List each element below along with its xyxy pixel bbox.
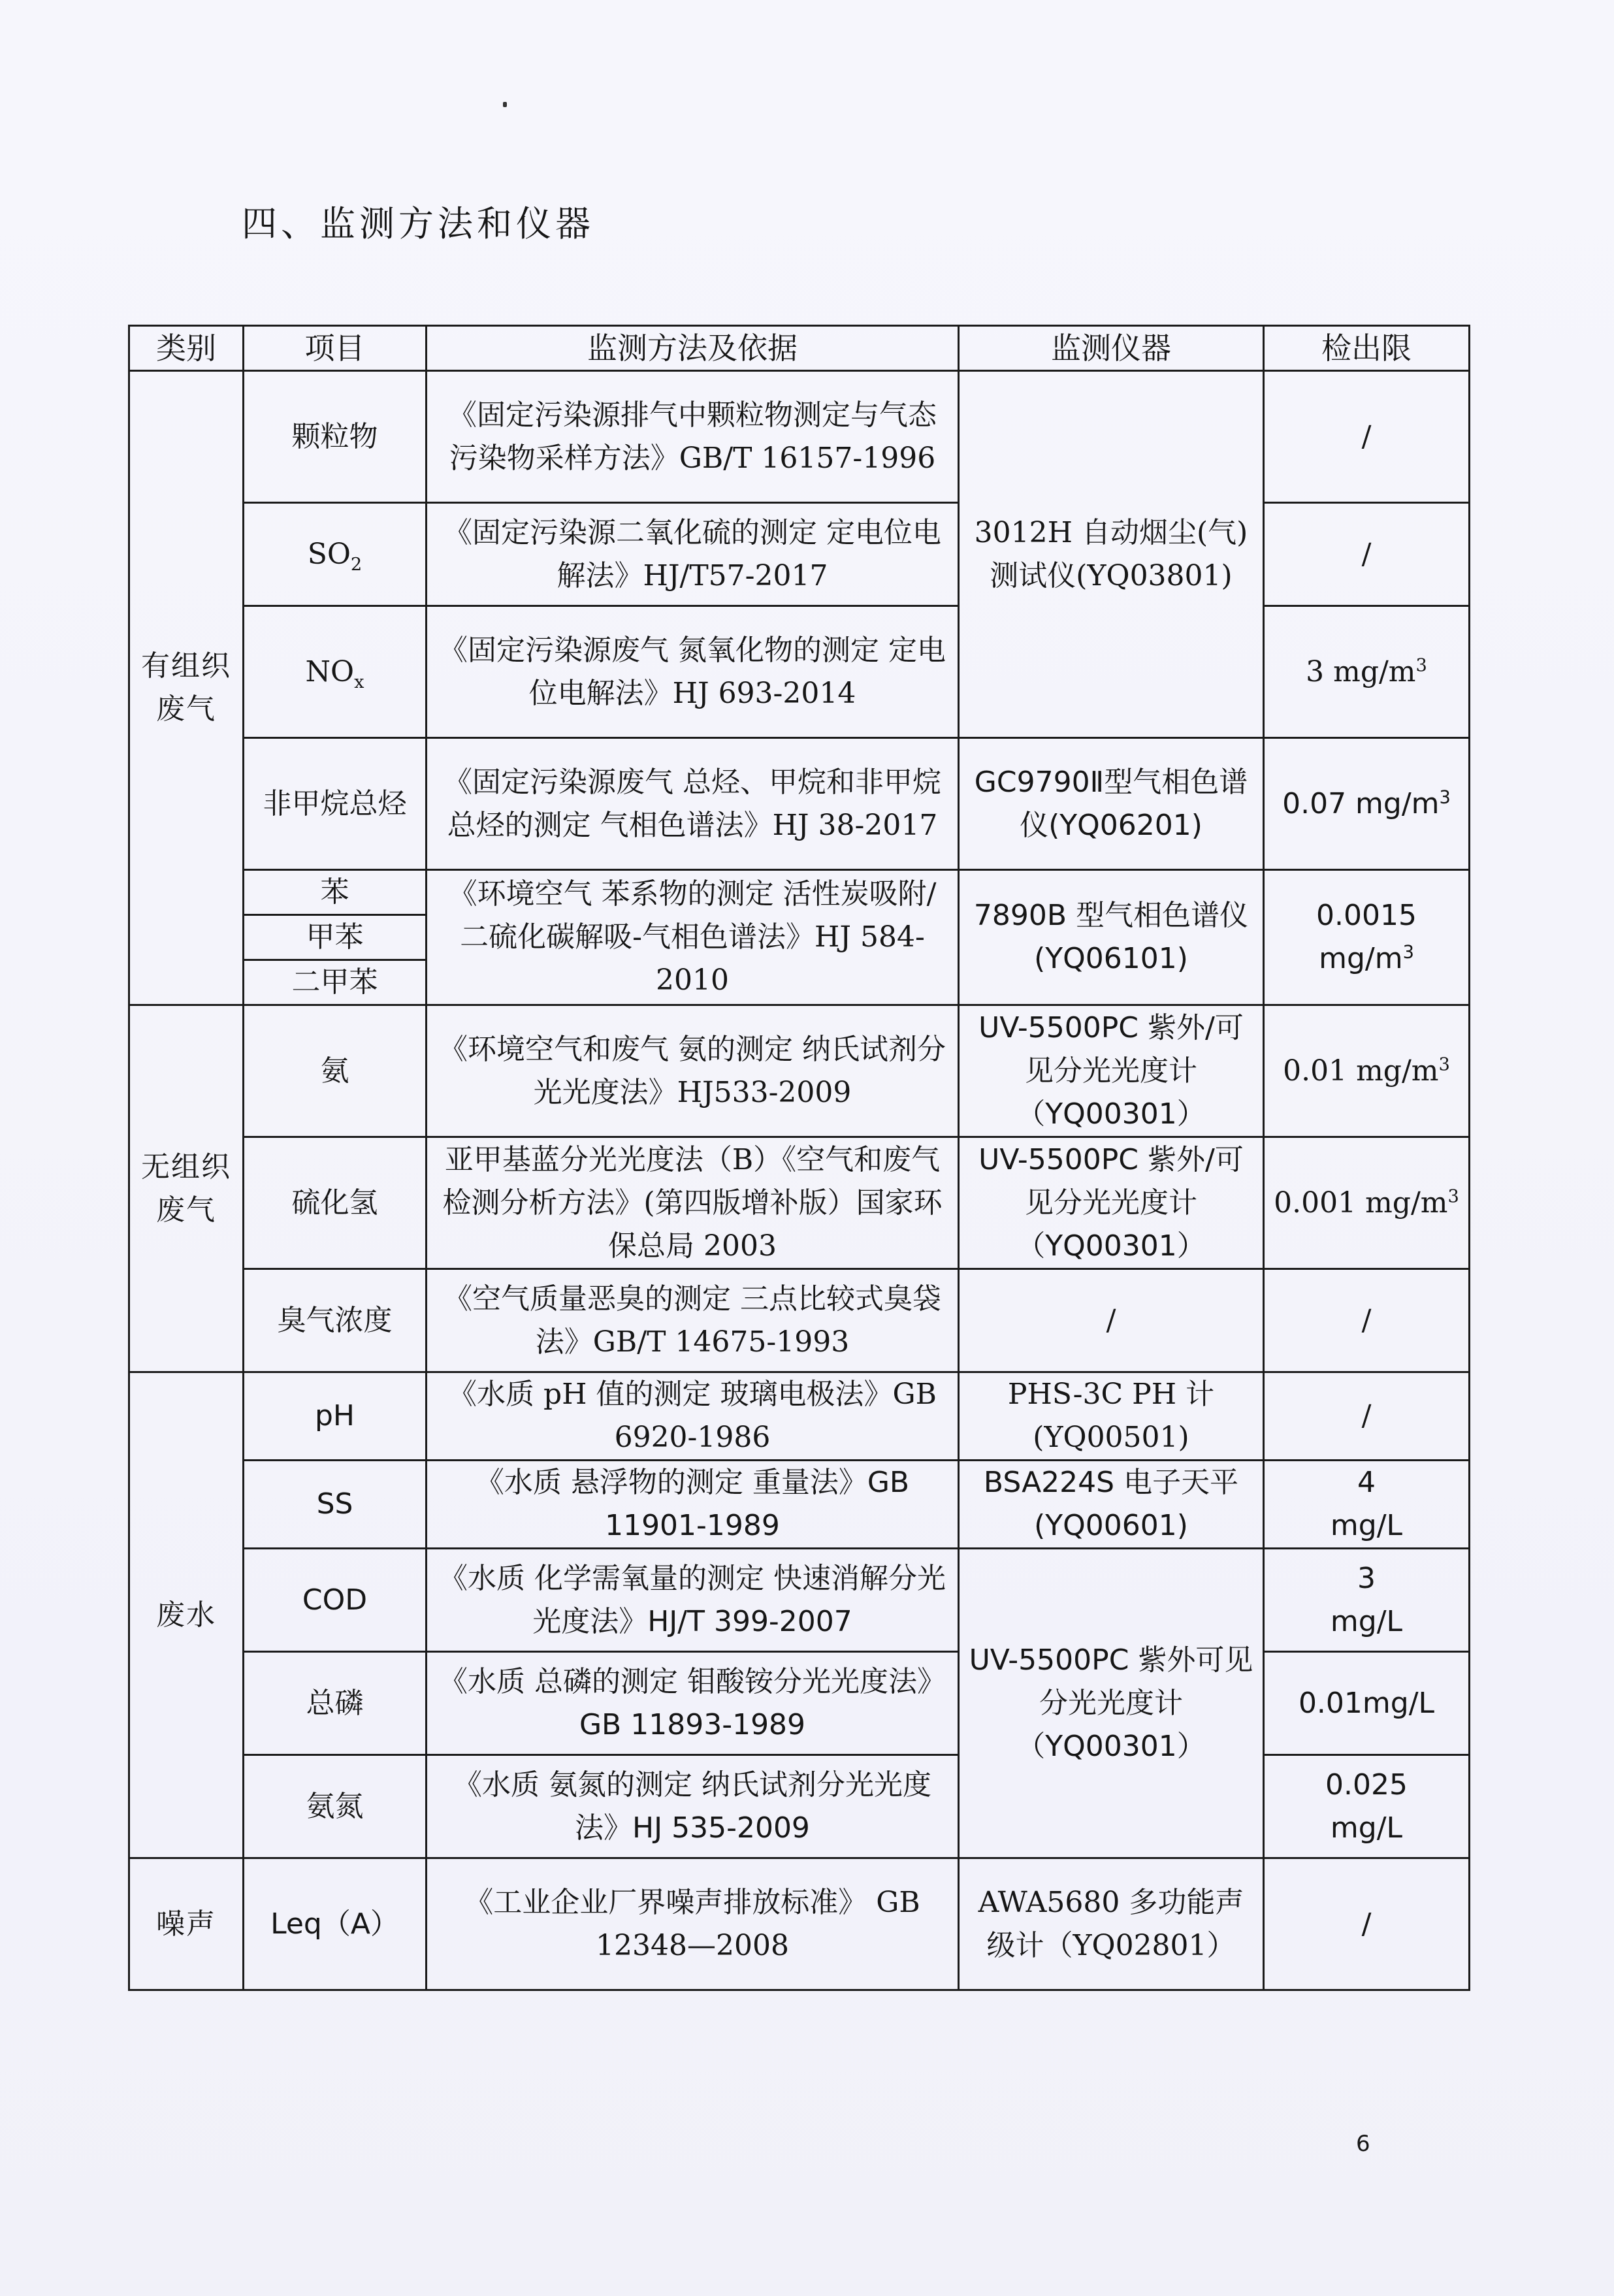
category-unorganized-gas: 无组织废气 [129, 1005, 244, 1372]
item-nmhc: 非甲烷总烃 [244, 738, 427, 870]
item-tp: 总磷 [244, 1652, 427, 1755]
limit-cod [1264, 1549, 1470, 1652]
item-benzene: 苯 [244, 870, 427, 915]
limit-nh3n-value: 0.025 [1325, 1768, 1408, 1802]
table-row [129, 1461, 1470, 1549]
limit-h2s-sup: 3 [1447, 1186, 1459, 1206]
instrument-smoke-tester: 3012H 自动烟尘(气)测试仪(YQ03801) [959, 371, 1264, 738]
method-nh3n: 《水质 氨氮的测定 纳氏试剂分光光度法》HJ 535-2009 [427, 1755, 959, 1858]
instrument-uv5500-water: UV-5500PC 紫外可见分光光度计（YQ00301） [959, 1549, 1264, 1858]
item-h2s: 硫化氢 [244, 1137, 427, 1269]
instrument-7890b: 7890B 型气相色谱仪(YQ06101) [959, 870, 1264, 1005]
item-nox-base: NO [305, 655, 355, 688]
table-row [129, 371, 1470, 503]
item-toluene: 甲苯 [244, 915, 427, 960]
method-cod: 《水质 化学需氧量的测定 快速消解分光光度法》HJ/T 399-2007 [427, 1549, 959, 1652]
item-xylene: 二甲苯 [244, 960, 427, 1005]
limit-benzene-value: 0.0015 [1316, 899, 1417, 932]
category-organized-gas: 有组织废气 [129, 371, 244, 1005]
limit-noise: / [1264, 1858, 1470, 1990]
item-nh3n: 氨氮 [244, 1755, 427, 1858]
header-row [129, 326, 1470, 371]
table-row [129, 870, 1470, 915]
item-so2-base: SO [307, 537, 351, 571]
instrument-ss: BSA224S 电子天平(YQ00601) [959, 1461, 1264, 1549]
method-nmhc: 《固定污染源废气 总烃、甲烷和非甲烷总烃的测定 气相色谱法》HJ 38-2017 [427, 738, 959, 870]
table-row [129, 1755, 1470, 1858]
limit-tp: 0.01mg/L [1264, 1652, 1470, 1755]
limit-ammonia-sup: 3 [1438, 1054, 1450, 1075]
limit-nox-base: 3 mg/m [1306, 655, 1416, 688]
item-noise: Leq（A） [244, 1858, 427, 1990]
limit-benzene-series [1264, 870, 1470, 1005]
limit-nox-sup: 3 [1415, 655, 1427, 675]
item-nox [244, 606, 427, 738]
method-ammonia: 《环境空气和废气 氨的测定 纳氏试剂分光光度法》HJ533-2009 [427, 1005, 959, 1137]
table-row [129, 1858, 1470, 1990]
table-row [129, 1005, 1470, 1137]
table-row [129, 606, 1470, 738]
limit-nmhc [1264, 738, 1470, 870]
monitoring-methods-table [128, 325, 1470, 1991]
table-row [129, 738, 1470, 870]
limit-cod-unit: mg/L [1330, 1604, 1403, 1638]
item-ammonia: 氨 [244, 1005, 427, 1137]
table-row [129, 1137, 1470, 1269]
method-nox: 《固定污染源废气 氮氧化物的测定 定电位电解法》HJ 693-2014 [427, 606, 959, 738]
limit-nh3n [1264, 1755, 1470, 1858]
method-h2s: 亚甲基蓝分光光度法（B）《空气和废气检测分析方法》(第四版增补版）国家环保总局 2003 [427, 1137, 959, 1269]
item-particulate: 颗粒物 [244, 371, 427, 503]
table-row [129, 1549, 1470, 1652]
header-instrument: 监测仪器 [959, 326, 1264, 371]
limit-nox [1264, 606, 1470, 738]
item-ph: pH [244, 1372, 427, 1461]
item-cod: COD [244, 1549, 427, 1652]
item-odor: 臭气浓度 [244, 1269, 427, 1372]
method-odor: 《空气质量恶臭的测定 三点比较式臭袋法》GB/T 14675-1993 [427, 1269, 959, 1372]
section-title: 四、监测方法和仪器 [242, 203, 594, 244]
limit-particulate: / [1264, 371, 1470, 503]
table-row [129, 503, 1470, 606]
limit-ph: / [1264, 1372, 1470, 1461]
header-item: 项目 [244, 326, 427, 371]
limit-ammonia-base: 0.01 mg/m [1283, 1054, 1439, 1088]
item-nox-sub: x [354, 671, 364, 692]
instrument-odor: / [959, 1269, 1264, 1372]
item-so2-sub: 2 [350, 554, 363, 575]
category-noise: 噪声 [129, 1858, 244, 1990]
header-method: 监测方法及依据 [427, 326, 959, 371]
limit-h2s-base: 0.001 mg/m [1274, 1186, 1448, 1220]
instrument-ammonia: UV-5500PC 紫外/可见分光光度计（YQ00301） [959, 1005, 1264, 1137]
scan-speck [503, 102, 507, 107]
header-category: 类别 [129, 326, 244, 371]
instrument-h2s: UV-5500PC 紫外/可见分光光度计（YQ00301） [959, 1137, 1264, 1269]
method-so2: 《固定污染源二氧化硫的测定 定电位电解法》HJ/T57-2017 [427, 503, 959, 606]
method-ss: 《水质 悬浮物的测定 重量法》GB 11901-1989 [427, 1461, 959, 1549]
instrument-gc9790: GC9790Ⅱ型气相色谱仪(YQ06201) [959, 738, 1264, 870]
limit-ss-value: 4 [1357, 1466, 1376, 1499]
item-ss: SS [244, 1461, 427, 1549]
method-noise: 《工业企业厂界噪声排放标准》 GB 12348—2008 [427, 1858, 959, 1990]
limit-benzene-unit: mg/m [1319, 942, 1403, 975]
method-particulate: 《固定污染源排气中颗粒物测定与气态污染物采样方法》GB/T 16157-1996 [427, 371, 959, 503]
limit-ss [1264, 1461, 1470, 1549]
instrument-ph: PHS-3C PH 计(YQ00501) [959, 1372, 1264, 1461]
limit-benzene-sup: 3 [1402, 942, 1414, 963]
category-wastewater: 废水 [129, 1372, 244, 1858]
header-limit: 检出限 [1264, 326, 1470, 371]
limit-cod-value: 3 [1357, 1561, 1376, 1595]
limit-odor: / [1264, 1269, 1470, 1372]
method-ph: 《水质 pH 值的测定 玻璃电极法》GB 6920-1986 [427, 1372, 959, 1461]
limit-h2s [1264, 1137, 1470, 1269]
limit-nmhc-base: 0.07 mg/m [1282, 786, 1440, 820]
item-so2 [244, 503, 427, 606]
limit-ss-unit: mg/L [1330, 1509, 1403, 1542]
limit-nmhc-sup: 3 [1439, 786, 1451, 807]
table-row [129, 1269, 1470, 1372]
method-benzene-series: 《环境空气 苯系物的测定 活性炭吸附/二硫化碳解吸-气相色谱法》HJ 584-2010 [427, 870, 959, 1005]
table-row [129, 1652, 1470, 1755]
limit-ammonia [1264, 1005, 1470, 1137]
method-tp: 《水质 总磷的测定 钼酸铵分光光度法》GB 11893-1989 [427, 1652, 959, 1755]
limit-so2: / [1264, 503, 1470, 606]
table-row [129, 1372, 1470, 1461]
instrument-noise: AWA5680 多功能声级计（YQ02801） [959, 1858, 1264, 1990]
limit-nh3n-unit: mg/L [1330, 1811, 1403, 1845]
page-number: 6 [1356, 2131, 1370, 2157]
